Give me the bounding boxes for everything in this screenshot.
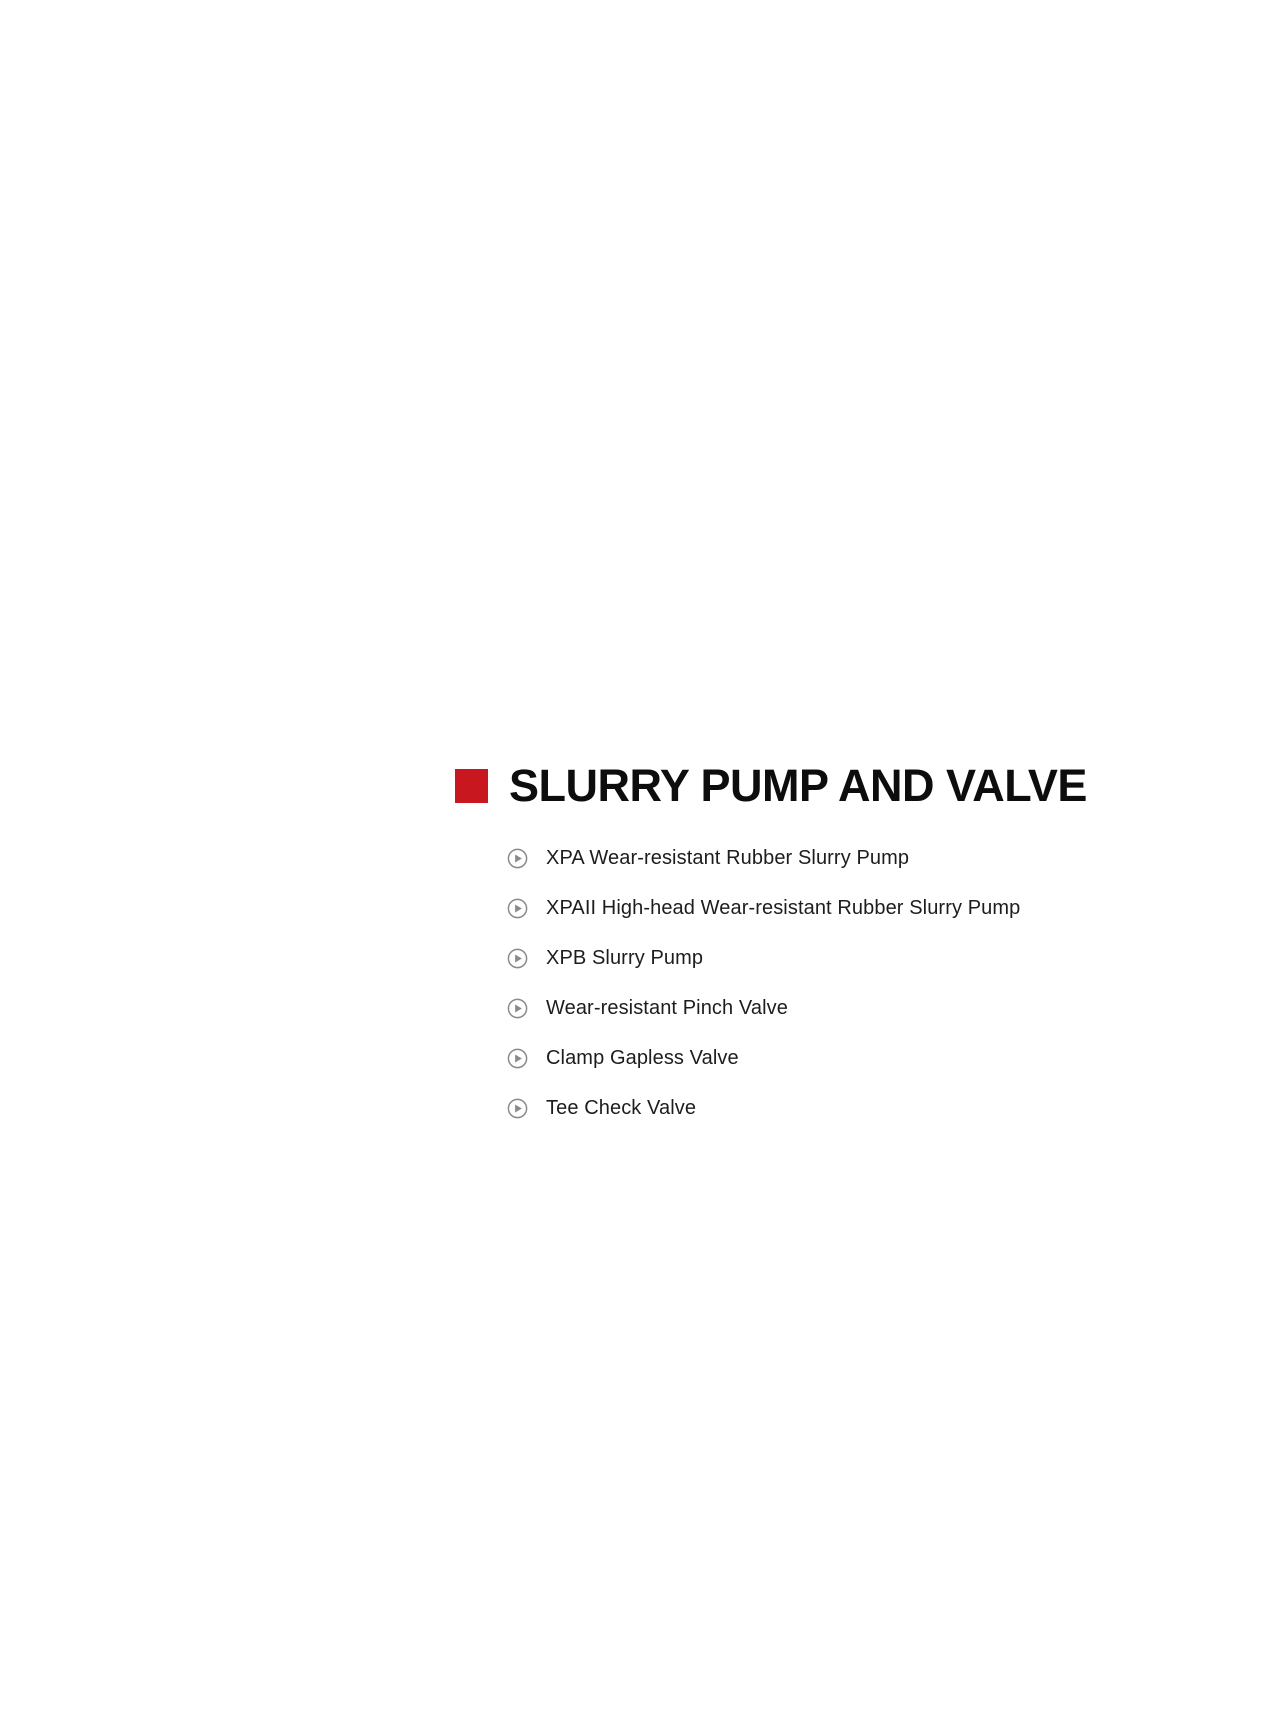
toc-item-label: Wear-resistant Pinch Valve xyxy=(546,996,788,1019)
toc-item-pinch-valve[interactable] xyxy=(507,983,1087,1033)
play-circle-icon xyxy=(507,998,528,1019)
toc-item-label: XPB Slurry Pump xyxy=(546,946,704,969)
section-header xyxy=(455,760,1087,811)
play-circle-icon xyxy=(507,948,528,969)
section-slurry-pump-and-valve xyxy=(455,760,1087,1133)
play-circle-icon xyxy=(507,848,528,869)
toc-item-xpa-pump[interactable] xyxy=(507,833,1087,883)
play-circle-icon xyxy=(507,898,528,919)
toc-item-xpb-pump[interactable] xyxy=(507,933,1087,983)
play-circle-icon xyxy=(507,1098,528,1119)
toc-item-clamp-gapless-valve[interactable] xyxy=(507,1033,1087,1083)
toc-item-label: XPAII High-head Wear-resistant Rubber Slurry Pump xyxy=(546,896,1021,919)
play-circle-icon xyxy=(507,1048,528,1069)
toc-item-tee-check-valve[interactable] xyxy=(507,1083,1087,1133)
section-title: SLURRY PUMP AND VALVE xyxy=(509,760,1087,811)
toc-list xyxy=(455,833,1087,1133)
toc-item-label: Clamp Gapless Valve xyxy=(546,1046,739,1069)
toc-item-label: XPA Wear-resistant Rubber Slurry Pump xyxy=(546,846,910,869)
toc-item-label: Tee Check Valve xyxy=(546,1096,697,1119)
toc-item-xpaii-pump[interactable] xyxy=(507,883,1087,933)
red-square-bullet xyxy=(455,769,488,803)
